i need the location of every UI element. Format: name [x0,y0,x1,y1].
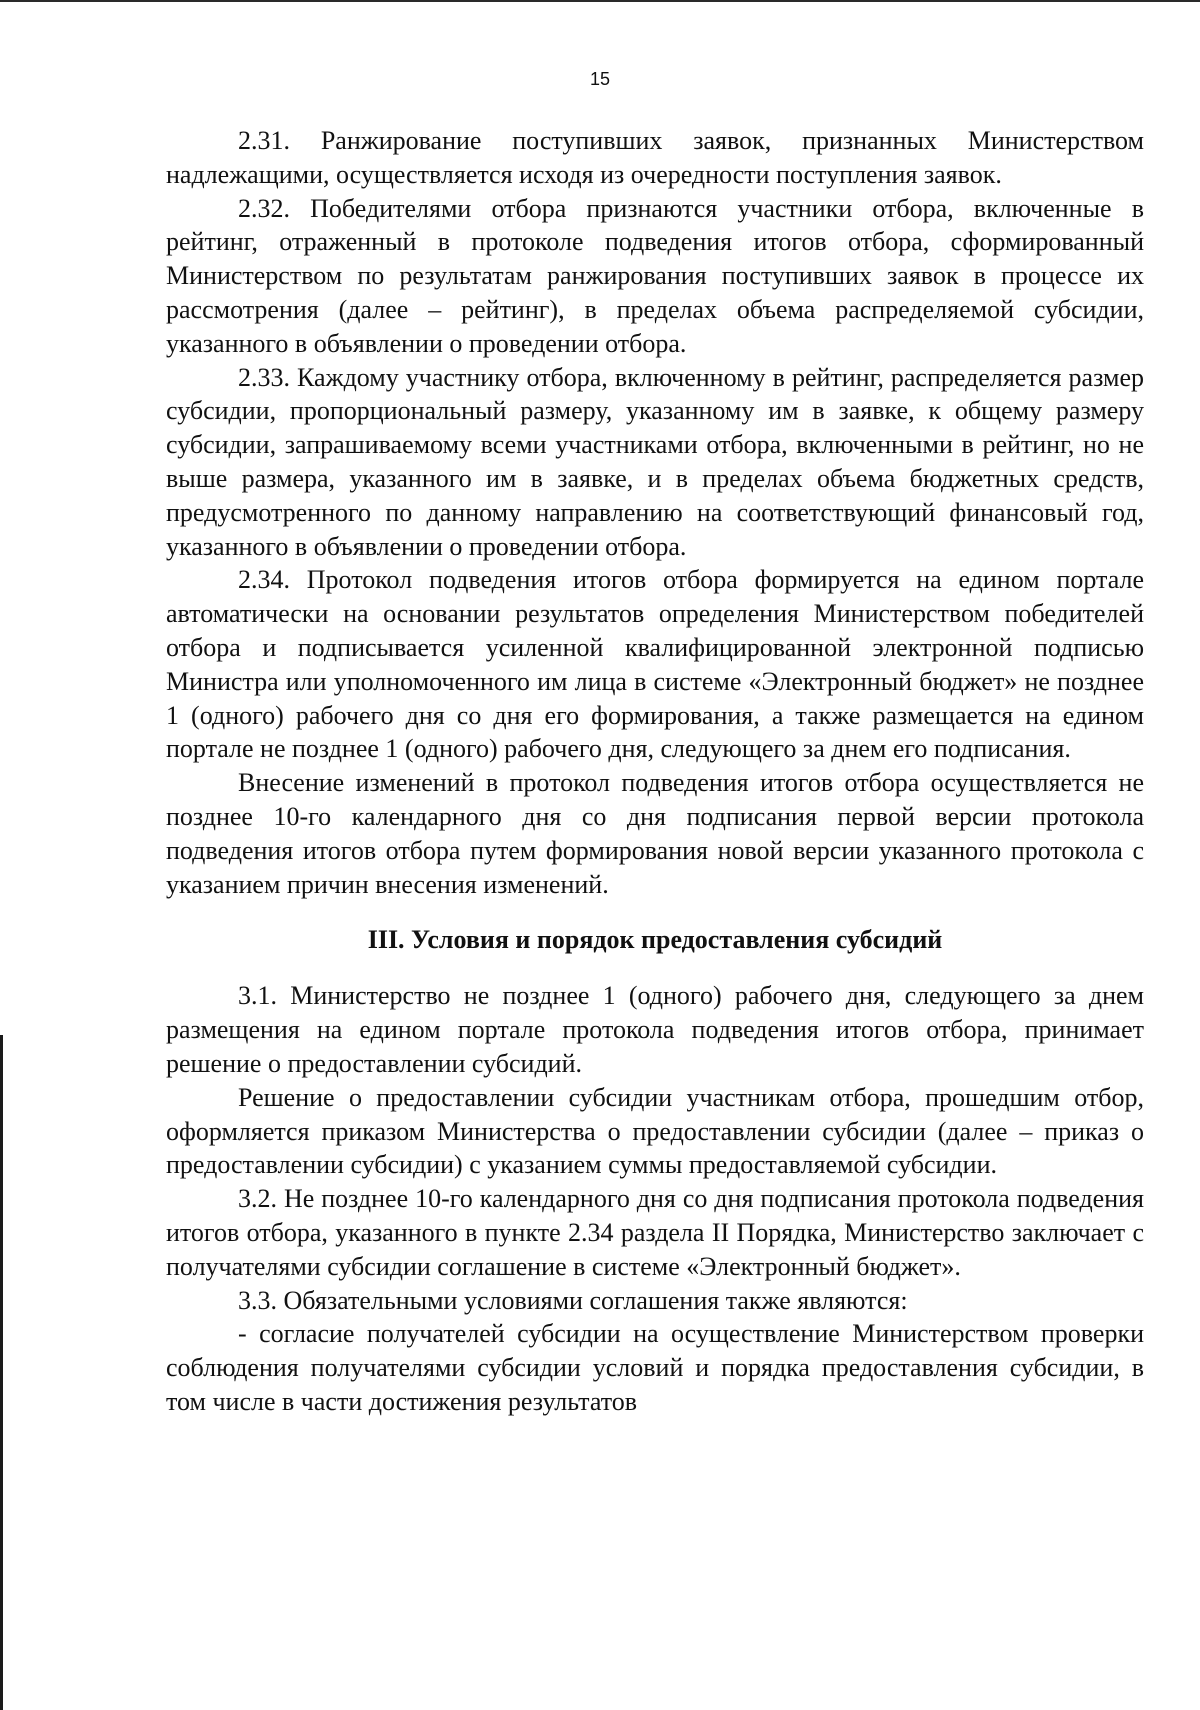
paragraph-3-1: 3.1. Министерство не позднее 1 (одного) рабочего дня, следующего за днем размещения на едином портале протокола подведения итогов отбора, принимает решение о предоставлении субсидий. [166,981,1144,1078]
paragraph-2-34: 2.34. Протокол подведения итогов отбора формируется на едином портале автоматически на основании результатов определения Министерством победителей отбора и подписывается усиленной квалифицированной электронной подписью Министра или уполномоченного им лица в системе «Электронный бюджет» не позднее 1 (одного) рабочего дня со дня его формирования, а также размещается на едином портале не позднее 1 (одного) рабочего дня, следующего за днем его подписания. [166,565,1144,764]
document-body [166,124,1144,1419]
paragraph-2-32: 2.32. Победителями отбора признаются участники отбора, включенные в рейтинг, отраженный в протоколе подведения итогов отбора, сформированный Министерством по результатам ранжирования поступивших заявок в процессе их рассмотрения (далее – рейтинг), в пределах объема распределяемой субсидии, указанного в объявлении о проведении отбора. [166,193,1144,358]
paragraph-2-31: 2.31. Ранжирование поступивших заявок, признанных Министерством надлежащими, осуществляется исходя из очередности поступления заявок. [166,126,1144,189]
paragraph-consent: - согласие получателей субсидии на осуществление Министерством проверки соблюдения получателями субсидии условий и порядка предоставления субсидии, в том числе в части достижения результатов [166,1319,1144,1416]
scan-top-border [0,0,1200,2]
paragraph-subsidy-decision: Решение о предоставлении субсидии участникам отбора, прошедшим отбор, оформляется приказом Министерства о предоставлении субсидии (далее – приказ о предоставлении субсидии) с указанием суммы предоставляемой субсидии. [166,1082,1144,1180]
paragraph-3-3: 3.3. Обязательными условиями соглашения также являются: [238,1285,908,1315]
paragraph-3-2: 3.2. Не позднее 10-го календарного дня со дня подписания протокола подведения итогов отбора, указанного в пункте 2.34 раздела II Порядка, Министерство заключает с получателями субсидии соглашение в системе «Электронный бюджет». [166,1184,1144,1281]
paragraph-protocol-changes: Внесение изменений в протокол подведения итогов отбора осуществляется не позднее 10-го календарного дня со дня подписания первой версии протокола подведения итогов отбора путем формирования новой версии указанного протокола с указанием причин внесения изменений. [166,768,1144,899]
section-3-heading: III. Условия и порядок предоставления субсидий [367,925,943,955]
page-number: 15 [589,69,611,89]
scan-left-border [0,1035,3,1710]
paragraph-2-33: 2.33. Каждому участнику отбора, включенному в рейтинг, распределяется размер субсидии, пропорциональный размеру, указанному им в заявке, к общему размеру субсидии, запрашиваемому всеми участниками отбора, включенными в рейтинг, но не выше размера, указанного им в заявке, и в пределах объема бюджетных средств, предусмотренного по данному направлению на соответствующий финансовый год, указанного в объявлении о проведении отбора. [166,362,1144,561]
